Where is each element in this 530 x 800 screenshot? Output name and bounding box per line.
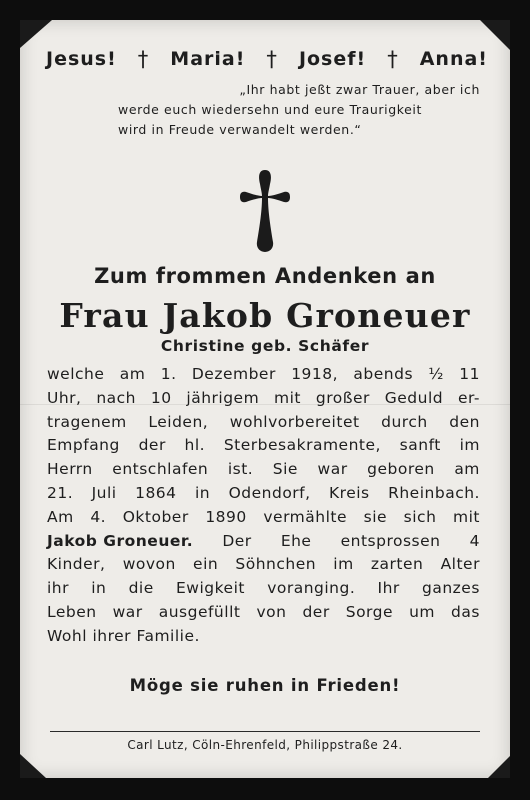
word: 1864 bbox=[135, 483, 177, 502]
word: ein bbox=[193, 555, 219, 574]
word: wovon bbox=[122, 555, 176, 574]
word: 11 bbox=[459, 365, 480, 383]
word: nach bbox=[96, 388, 136, 407]
name-jesus: Jesus! bbox=[46, 48, 117, 70]
word: am bbox=[119, 365, 146, 383]
husband-name: Jakob Groneuer. bbox=[47, 531, 194, 550]
word: Oktober bbox=[122, 507, 189, 526]
word: Sorge bbox=[345, 602, 394, 621]
word: welche bbox=[47, 365, 105, 383]
word: hl. bbox=[184, 436, 206, 455]
word: entsprossen bbox=[340, 531, 441, 550]
birth-name: Christine geb. Schäfer bbox=[160, 337, 370, 355]
word: Der bbox=[222, 531, 252, 550]
word: von bbox=[256, 602, 287, 621]
body-line: Wohl ihrer Familie. bbox=[47, 626, 200, 645]
word: mit bbox=[274, 388, 302, 407]
memorial-card bbox=[20, 20, 510, 778]
obituary-text bbox=[47, 363, 480, 649]
word: ½ bbox=[428, 365, 444, 383]
word: Rheinbach. bbox=[388, 483, 480, 502]
word: Uhr, bbox=[47, 388, 82, 407]
word: Alter bbox=[440, 555, 480, 574]
word: Dezember bbox=[191, 365, 276, 383]
word: mit bbox=[453, 507, 480, 526]
card-corner-top-left bbox=[20, 20, 52, 48]
word: der bbox=[302, 602, 330, 621]
holy-names-header bbox=[46, 47, 488, 71]
word: voranging. bbox=[267, 579, 356, 598]
printer-imprint: Carl Lutz, Cöln-Ehrenfeld, Philippstraße 24. bbox=[127, 738, 403, 752]
word: Ewigkeit bbox=[176, 579, 245, 598]
word: das bbox=[451, 602, 480, 621]
word: sanft bbox=[399, 436, 441, 455]
word: Ehe bbox=[280, 531, 312, 550]
word: Empfang bbox=[47, 436, 120, 455]
card-corner-bottom-right bbox=[488, 756, 510, 778]
name-maria: Maria! bbox=[170, 48, 246, 70]
word: war bbox=[112, 602, 143, 621]
body-line bbox=[47, 458, 480, 482]
card-corner-bottom-left bbox=[20, 754, 46, 778]
closing-prayer: Möge sie ruhen in Frieden! bbox=[129, 676, 401, 695]
body-line bbox=[47, 411, 480, 435]
divider bbox=[50, 731, 480, 732]
bible-quote bbox=[118, 80, 480, 140]
word: 1. bbox=[160, 365, 177, 383]
word: war bbox=[317, 460, 348, 479]
body-line bbox=[47, 553, 480, 577]
deceased-name: Frau Jakob Groneuer bbox=[59, 296, 471, 335]
body-line bbox=[47, 363, 480, 387]
word: ihr bbox=[47, 579, 70, 598]
word: der bbox=[138, 436, 166, 455]
name-josef: Josef! bbox=[298, 48, 367, 70]
body-line bbox=[47, 434, 480, 458]
word: sie bbox=[363, 507, 388, 526]
word: 1890 bbox=[205, 507, 247, 526]
word: 4. bbox=[90, 507, 107, 526]
word: vermählte bbox=[263, 507, 348, 526]
word: 21. bbox=[47, 483, 74, 502]
word: Ihr bbox=[377, 579, 400, 598]
body-line bbox=[47, 506, 480, 530]
card-corner-top-right bbox=[480, 20, 510, 50]
word: 1918, bbox=[291, 365, 339, 383]
body-line bbox=[47, 577, 480, 601]
word: in bbox=[91, 579, 107, 598]
word: Geduld bbox=[384, 388, 444, 407]
word: geboren bbox=[367, 460, 435, 479]
body-line bbox=[47, 482, 480, 506]
word: die bbox=[128, 579, 154, 598]
small-cross-icon: † bbox=[387, 47, 399, 71]
word: Kreis bbox=[329, 483, 370, 502]
word: Leben bbox=[47, 602, 97, 621]
word: 4 bbox=[469, 531, 480, 550]
word: Sie bbox=[272, 460, 298, 479]
word: in bbox=[194, 483, 211, 502]
word: 10 bbox=[150, 388, 172, 407]
word: ausgefüllt bbox=[158, 602, 241, 621]
small-cross-icon: † bbox=[137, 47, 150, 71]
word: Am bbox=[47, 507, 74, 526]
word: am bbox=[454, 460, 480, 479]
quote-line: „Ihr habt jeßt zwar Trauer, aber ich bbox=[239, 82, 480, 97]
word: Juli bbox=[91, 483, 117, 502]
quote-line: wird in Freude verwandelt werden.“ bbox=[118, 122, 362, 137]
word: großer bbox=[315, 388, 370, 407]
dedication-heading: Zum frommen Andenken an bbox=[94, 264, 436, 288]
body-line bbox=[47, 530, 480, 554]
word: durch bbox=[381, 412, 428, 431]
small-cross-icon: † bbox=[266, 47, 278, 71]
word: im bbox=[333, 555, 354, 574]
word: sich bbox=[403, 507, 437, 526]
word: tragenem bbox=[47, 412, 127, 431]
word: entschlafen bbox=[112, 460, 209, 479]
body-line bbox=[47, 601, 480, 625]
cross-icon bbox=[238, 168, 292, 254]
word: ist. bbox=[227, 460, 254, 479]
word: im bbox=[459, 436, 480, 455]
name-anna: Anna! bbox=[419, 48, 488, 70]
word: um bbox=[409, 602, 435, 621]
word: zarten bbox=[370, 555, 424, 574]
word: jährigem bbox=[186, 388, 260, 407]
word: Sterbesakramente, bbox=[223, 436, 381, 455]
word: abends bbox=[353, 365, 414, 383]
word: Söhnchen bbox=[235, 555, 317, 574]
word: Odendorf, bbox=[228, 483, 311, 502]
word: den bbox=[449, 412, 480, 431]
body-line bbox=[47, 387, 480, 411]
word: Leiden, bbox=[148, 412, 209, 431]
word: Herrn bbox=[47, 460, 93, 479]
quote-line: werde euch wiedersehn und eure Traurigkeit bbox=[118, 102, 423, 117]
word: er- bbox=[457, 388, 480, 407]
word: ganzes bbox=[422, 579, 480, 598]
word: wohlvorbereitet bbox=[229, 412, 360, 431]
word: Kinder, bbox=[47, 555, 106, 574]
